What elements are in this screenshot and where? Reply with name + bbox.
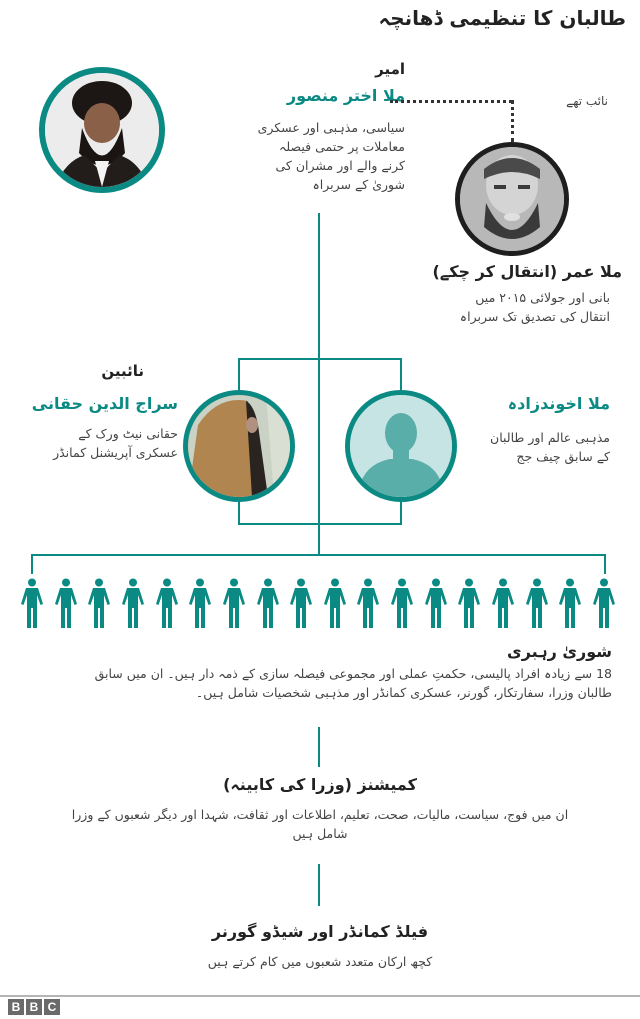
dotted-connector-horizontal [390,100,512,103]
akhundzada-description [440,428,610,466]
council-member-icon [390,578,414,628]
emir-description [205,118,405,194]
akhundzada-desc-line: کے سابق چیف جج [516,449,610,464]
council-member-icon [356,578,380,628]
connector-main-vertical [318,213,320,556]
omar-desc-line: بانی اور جولائی ۲۰۱۵ میں [475,290,610,305]
council-member-icon [87,578,111,628]
council-member-icon [155,578,179,628]
council-member-icon [256,578,280,628]
portrait-mansoor-icon [45,73,159,187]
field-title: فیلڈ کمانڈر اور شیڈو گورنر [211,922,429,941]
council-member-icon [491,578,515,628]
haqqani-desc-line: عسکری آپریشنل کمانڈر [53,445,178,460]
commissions-description [20,805,620,843]
omar-photo [455,142,569,256]
deputies-role: نائبین [101,362,144,380]
emir-role: امیر [375,60,405,78]
emir-desc-line: سیاسی، مذہبی اور عسکری [257,120,405,135]
connector-deputies-top [238,358,402,360]
field-desc-line: کچھ ارکان متعدد شعبوں میں کام کرتے ہیں [207,954,433,969]
connector-council-left [31,554,33,574]
commissions-title: کمیشنز (وزرا کی کابینہ) [223,775,417,794]
omar-name: ملا عمر (انتقال کر چکے) [432,262,622,281]
council-member-icon [20,578,44,628]
emir-desc-line: معاملات پر حتمی فیصلہ [279,139,405,154]
council-member-icon [121,578,145,628]
emir-photo [39,67,165,193]
haqqani-name: سراج الدین حقانی [31,394,178,413]
emir-desc-line: کرنے والے اور مشران کی [275,158,405,173]
footer-divider [0,995,640,997]
council-member-icon [457,578,481,628]
haqqani-desc-line: حقانی نیٹ ورک کے [78,426,178,441]
haqqani-photo [183,390,295,502]
field-description [0,952,640,971]
person-silhouette-icon [350,395,452,497]
connector-field [318,864,320,906]
deputy-of-label: نائب تھے [566,94,608,108]
connector-commissions [318,727,320,767]
council-member-icon [558,578,582,628]
council-member-icon [54,578,78,628]
bbc-logo [8,999,60,1015]
akhundzada-desc-line: مذہبی عالم اور طالبان [490,430,610,445]
dotted-connector-vertical [511,100,514,142]
council-desc-line: طالبان وزرا، سفارتکار، گورنر، عسکری کمانڈر اور مذہبی شخصیات شامل ہیں۔ [195,685,612,700]
akhundzada-name: ملا اخوندزادہ [507,394,610,413]
council-member-icon [222,578,246,628]
council-member-icon [592,578,616,628]
logo-letter: C [44,999,60,1015]
council-member-icon [525,578,549,628]
council-member-icon [289,578,313,628]
portrait-haqqani-icon [188,395,290,497]
connector-deputies-bottom [238,523,402,525]
connector-council-right [604,554,606,574]
connector-council-horizontal [31,554,606,556]
omar-desc-line: انتقال کی تصدیق تک سربراہ [459,309,610,324]
page-title: طالبان کا تنظیمی ڈھانچہ [378,6,626,30]
emir-name: ملا اختر منصور [286,86,405,105]
council-member-icon [188,578,212,628]
council-member-icon [424,578,448,628]
haqqani-description [0,424,178,462]
omar-description [370,288,610,326]
emir-desc-line: شوریٰ کے سربراہ [312,177,405,192]
logo-letter: B [26,999,42,1015]
council-desc-line: 18 سے زیادہ افراد پالیسی، حکمتِ عملی اور مجموعی فیصلہ سازی کے ذمہ دار ہیں۔ ان میں سابق [94,666,612,681]
logo-letter: B [8,999,24,1015]
council-title: شوریٰ رہبری [507,642,612,661]
council-member-icon [323,578,347,628]
council-description [12,664,612,702]
commissions-desc-line: ان میں فوج، سیاست، مالیات، صحت، تعلیم، اطلاعات اور ثقافت، شہدا اور دیگر شعبوں کے وزرا [71,807,569,822]
portrait-omar-icon [460,147,564,251]
commissions-desc-line: شامل ہیں [292,826,348,841]
